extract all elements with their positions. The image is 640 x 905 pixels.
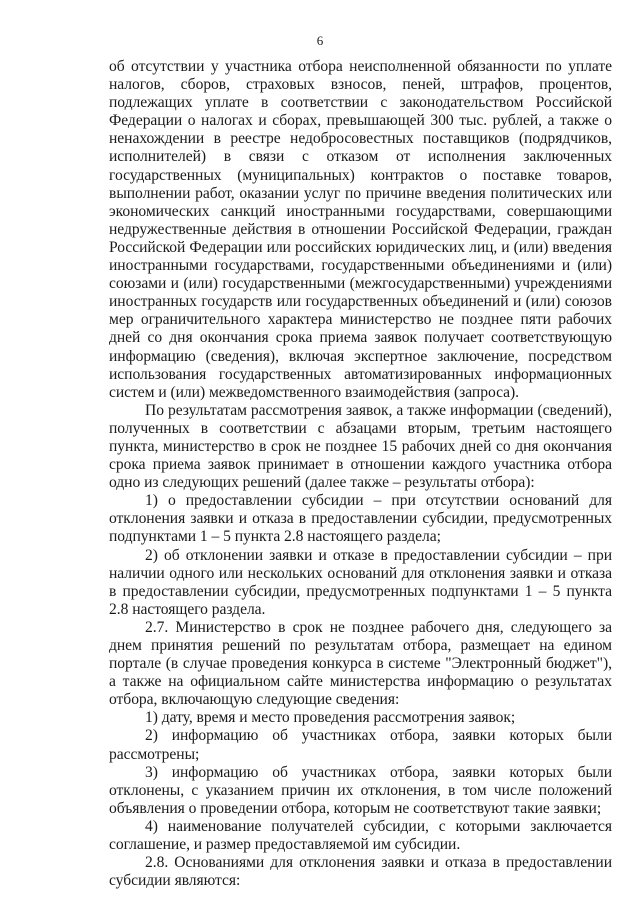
- clause-2-8: 2.8. Основаниями для отклонения заявки и отказа в предоставлении субсидии являются:: [109, 854, 612, 890]
- list-item-recipients: 4) наименование получателей субсидии, с которыми заключается соглашение, и размер предоставляемой им субсидии.: [109, 817, 612, 854]
- list-item-date-time-place: 1) дату, время и место проведения рассмотрения заявок;: [145, 709, 516, 727]
- paragraph-results-decisions: По результатам рассмотрения заявок, а также информации (сведений), полученных в соответствии с абзацами вторым, третьим настоящего пункта, министерство в срок не позднее 15 рабочих дней со дня окончания срока приема заявок принимает в отношении каждого участника отбора одно из следующих решений (далее также – результаты отбора):: [109, 401, 612, 492]
- paragraph-continuation: об отсутствии у участника отбора неисполненной обязанности по уплате налогов, сборов, страховых взносов, пеней, штрафов, процентов, подлежащих уплате в соответствии с законодательством Российской Федерации о налогах и сборах, превышающей 300 тыс. рублей, а также о ненахождении в реестре недобросовестных поставщиков (подрядчиков, исполнителей) в связи с отказом от исполнения заключенных государственных (муниципальных) контрактов о поставке товаров, выполнении работ, оказании услуг по причине введения политических или экономических санкций иностранными государствами, совершающими недружественные действия в отношении Российской Федерации, граждан Российской Федерации или российских юридических лиц, и (или) введения иностранными государствами, государственными объединениями и (или) союзами и (или) государственными (межгосударственными) учреждениями иностранных государств или государственных объединений и (или) союзов мер ограничительного характера министерство не позднее пяти рабочих дней со дня окончания срока приема заявок получает соответствующую информацию (сведения), включая экспертное заключение, посредством использования государственных автоматизированных информационных систем и (или) межведомственного взаимодействия (запроса).: [109, 58, 612, 401]
- list-item-rejected-participants: 3) информацию об участниках отбора, заявки которых были отклонены, с указанием причин их отклонения, в том числе положений объявления о проведении отбора, которым не соответствуют такие заявки;: [109, 763, 612, 817]
- list-item-reject-decision: 2) об отклонении заявки и отказе в предоставлении субсидии – при наличии одного или нескольких оснований для отклонения заявки и отказа в предоставлении субсидии, предусмотренных подпунктами 1 – 5 пункта 2.8 настоящего раздела.: [109, 546, 612, 618]
- document-body: [109, 58, 612, 890]
- clause-2-7: 2.7. Министерство в срок не позднее рабочего дня, следующего за днем принятия решений по результатам отбора, размещает на едином портале (в случае проведения конкурса в системе "Электронный бюджет"), а также на официальном сайте министерства информацию о результатах отбора, включающую следующие сведения:: [109, 618, 612, 709]
- list-item-reviewed-participants: 2) информацию об участниках отбора, заявки которых были рассмотрены;: [109, 727, 612, 763]
- list-item-grant-decision: 1) о предоставлении субсидии – при отсутствии оснований для отклонения заявки и отказа в предоставлении субсидии, предусмотренных подпунктами 1 – 5 пункта 2.8 настоящего раздела;: [109, 492, 612, 546]
- page-number: 6: [316, 33, 324, 48]
